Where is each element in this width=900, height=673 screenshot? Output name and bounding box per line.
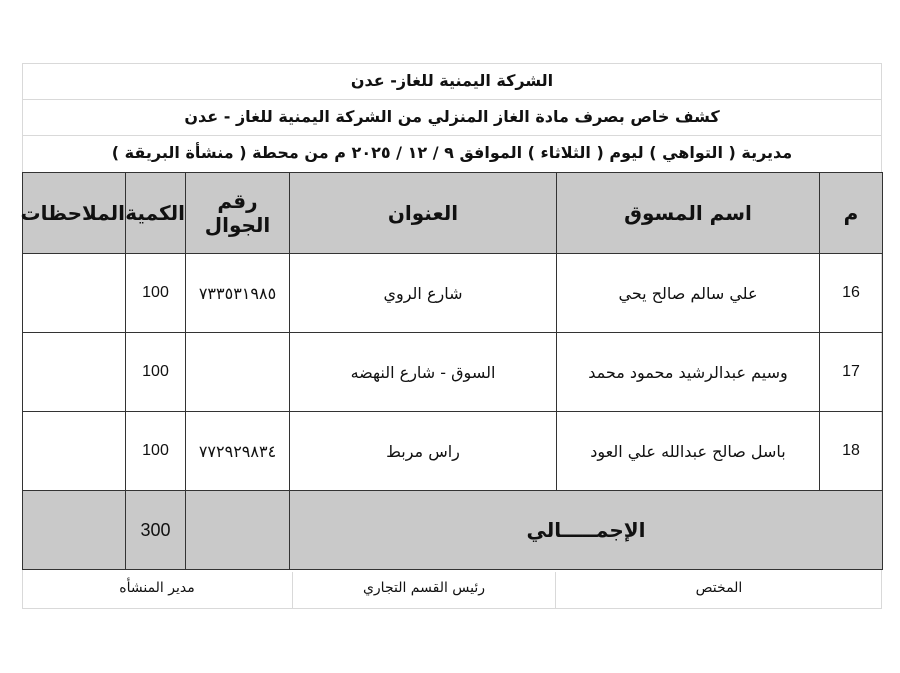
row-phone <box>186 333 290 412</box>
row-address: شارع الروي <box>290 254 557 333</box>
col-header-address: العنوان <box>290 173 557 254</box>
row-qty: 100 <box>126 412 186 491</box>
report-subtitle: كشف خاص بصرف مادة الغاز المنزلي من الشركة اليمنية للغاز - عدن <box>184 107 720 126</box>
table-header-row <box>23 173 883 254</box>
grid-line <box>22 99 882 100</box>
total-label: الإجمـــــالي <box>290 491 883 570</box>
grid-line <box>22 135 882 136</box>
col-header-marketer: اسم المسوق <box>557 173 820 254</box>
signature-facility-manager: مدير المنشأه <box>119 580 195 596</box>
row-notes <box>23 333 126 412</box>
table-row <box>23 412 883 491</box>
total-empty-cell <box>186 491 290 570</box>
row-num: 18 <box>820 412 883 491</box>
total-qty: 300 <box>126 491 186 570</box>
grid-line <box>22 608 882 609</box>
row-phone: ٧٧٢٩٢٩٨٣٤ <box>186 412 290 491</box>
company-title: الشركة اليمنية للغاز- عدن <box>350 71 554 90</box>
total-row <box>23 491 883 570</box>
row-marketer: علي سالم صالح يحي <box>557 254 820 333</box>
row-notes <box>23 412 126 491</box>
signature-commercial-head: رئيس القسم التجاري <box>362 580 486 596</box>
row-qty: 100 <box>126 254 186 333</box>
row-marketer: وسيم عبدالرشيد محمود محمد <box>557 333 820 412</box>
table-row <box>23 254 883 333</box>
total-notes-cell <box>23 491 126 570</box>
col-header-num: م <box>820 173 883 254</box>
row-qty: 100 <box>126 333 186 412</box>
row-notes <box>23 254 126 333</box>
distribution-table <box>22 172 883 570</box>
grid-line <box>22 63 882 64</box>
col-header-notes: الملاحظات <box>23 173 126 254</box>
row-num: 17 <box>820 333 883 412</box>
col-header-qty: الكمية <box>126 173 186 254</box>
row-address: السوق - شارع النهضه <box>290 333 557 412</box>
table-row <box>23 333 883 412</box>
row-address: راس مربط <box>290 412 557 491</box>
signature-specialist: المختص <box>695 580 743 596</box>
row-num: 16 <box>820 254 883 333</box>
district-date-line: مديرية ( التواهي ) ليوم ( الثلاثاء ) الموافق ٩ / ١٢ / ٢٠٢٥ م من محطة ( منشأة البريقة ) <box>111 143 793 162</box>
row-marketer: باسل صالح عبدالله علي العود <box>557 412 820 491</box>
col-header-phone: رقم الجوال <box>186 173 290 254</box>
signatures-row <box>22 572 882 608</box>
row-phone: ٧٣٣٥٣١٩٨٥ <box>186 254 290 333</box>
